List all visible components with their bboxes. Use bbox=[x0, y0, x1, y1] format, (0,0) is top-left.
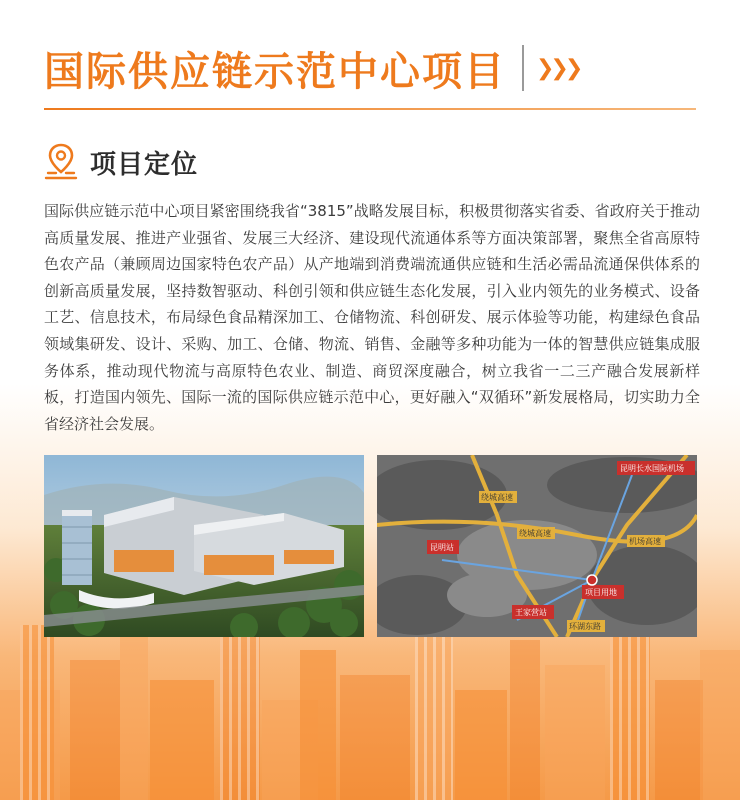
location-pin-icon bbox=[44, 142, 78, 182]
map-label-road-a: 绕城高速 bbox=[519, 529, 551, 538]
header-underline bbox=[44, 108, 696, 110]
page-header bbox=[44, 36, 704, 100]
body-paragraph: 国际供应链示范中心项目紧密围绕我省“3815”战略发展目标，积极贯彻落实省委、省政府关于推动高质量发展、推进产业强省、发展三大经济、建设现代流通体系等方面决策部署，聚焦全省高原特色农产品（兼顾周边国家特色农产品）从产地端到消费端流通供应链和生活必需品流通保供体系的创新高质量发展，坚持数智驱动、科创引领和供应链生态化发展，引入业内领先的业务模式、设备工艺、信息技术，布局绿色食品精深加工、仓储物流、科创研发、展示体验等功能，构建绿色食品领域集研发、设计、采购、加工、仓储、物流、销售、金融等多种功能为一体的智慧供应链集成服务体系，推动现代物流与高原特色农业、制造、商贸深度融合，树立我省一二三产融合发展新样板，打造国内领先、国际一流的国际供应链示范中心，更好融入“双循环”新发展格局，切实助力全省经济社会发展。 bbox=[44, 202, 700, 433]
map-label-road-c: 绕城高速 bbox=[481, 493, 513, 502]
section-heading bbox=[44, 140, 198, 184]
building-rendering-image bbox=[44, 455, 364, 637]
map-label-road-b: 机场高速 bbox=[629, 537, 661, 546]
map-label-road-d: 环湖东路 bbox=[569, 622, 601, 631]
title-divider bbox=[522, 45, 524, 91]
section-title: 项目定位 bbox=[90, 149, 199, 180]
map-label-project: 项目用地 bbox=[585, 588, 617, 597]
satellite-map-image bbox=[377, 455, 697, 637]
chevron-right-triple-icon: ❯❯❯ bbox=[536, 55, 580, 81]
map-label-airport: 昆明长水国际机场 bbox=[620, 464, 684, 473]
project-location-marker bbox=[587, 575, 597, 585]
page-title: 国际供应链示范中心项目 bbox=[44, 48, 506, 95]
map-label-south-station: 王家营站 bbox=[515, 608, 547, 617]
map-label-station: 昆明站 bbox=[430, 543, 454, 552]
